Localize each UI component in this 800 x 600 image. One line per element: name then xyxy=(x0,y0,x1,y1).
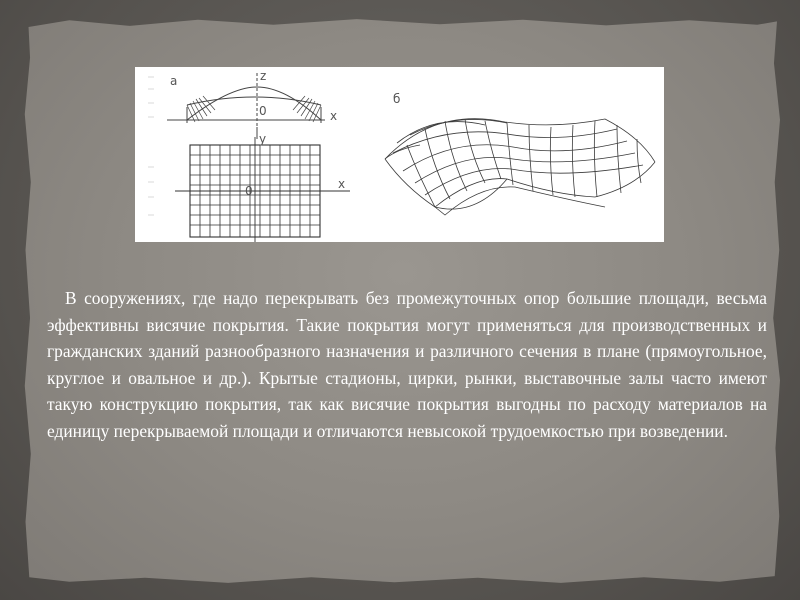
label-part-a: а xyxy=(170,74,178,88)
main-paragraph: В сооружениях, где надо перекрывать без промежуточных опор большие площади, весьма эффективны висячие покрытия. Такие покрытия могут применяться для производственных и гражданских зданий разнообразного назначения и различного сечения в плане (прямоугольное, круглое и овальное и др.). Крытые стадионы, цирки, рынки, выставочные залы часто имеют такую конструкцию покрытия, так как висячие покрытия выгодны по расходу материалов на единицу перекрываемой площади и отличаются невысокой трудоемкостью при возведении. xyxy=(47,288,767,441)
roof-figure xyxy=(135,67,664,242)
plan-grid xyxy=(175,137,350,242)
label-axis-z: z xyxy=(260,69,267,83)
label-axis-x-bottom: x xyxy=(338,177,346,191)
scale-marks xyxy=(148,77,154,215)
label-part-b: б xyxy=(393,92,401,106)
label-axis-x-top: x xyxy=(330,109,338,123)
surface-perspective xyxy=(385,119,655,215)
label-origin-bottom: 0 xyxy=(245,184,253,198)
label-origin-top: 0 xyxy=(259,104,267,118)
section-diagram xyxy=(167,73,325,139)
label-axis-y: y xyxy=(259,132,267,146)
